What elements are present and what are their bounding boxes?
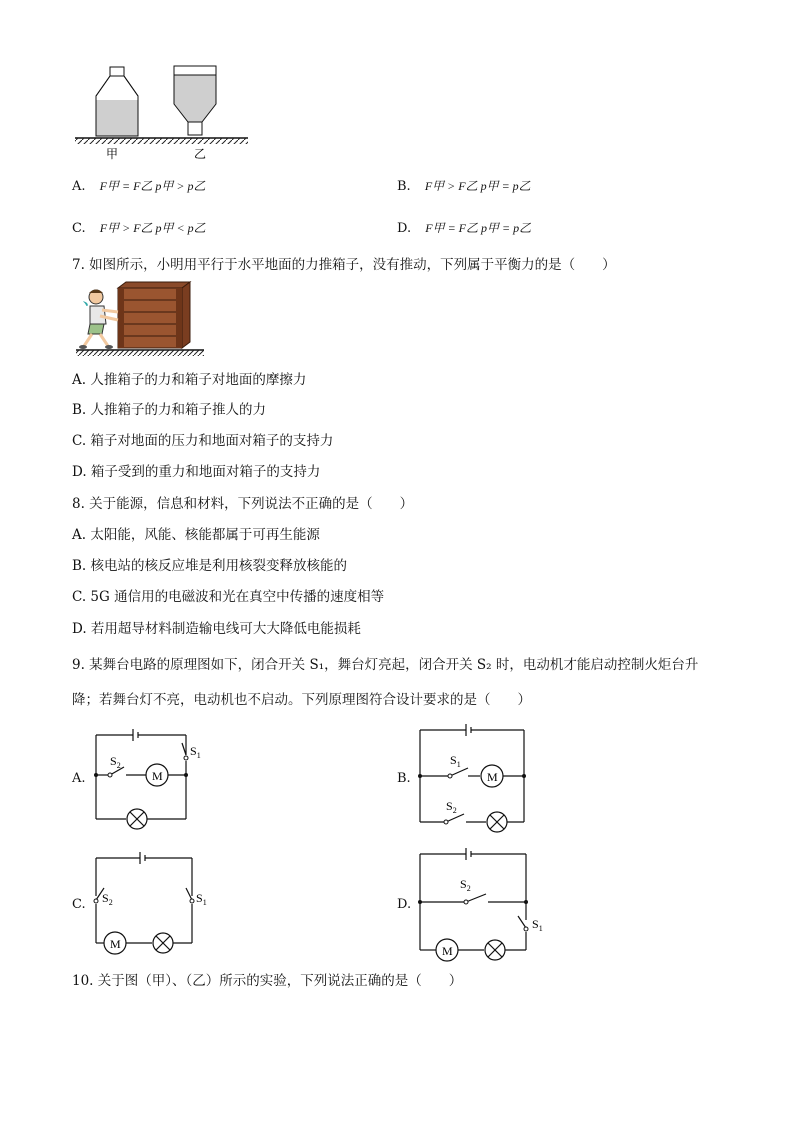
q7-stem: 7. 如图所示，小明用平行于水平地面的力推箱子，没有推动，下列属于平衡力的是（ ） bbox=[72, 257, 616, 273]
q7-option-b: B. 人推箱子的力和箱子推人的力 bbox=[72, 402, 267, 418]
fig6-label-b: 乙 bbox=[194, 147, 207, 161]
circuit-c bbox=[88, 848, 208, 958]
circuit-c-motor: M bbox=[110, 937, 121, 951]
circuit-d-s2: $S_2$ bbox=[460, 877, 471, 893]
svg-text:﹅: ﹅ bbox=[82, 300, 89, 308]
q8-option-d: D. 若用超导材料制造输电线可大大降低电能损耗 bbox=[72, 621, 361, 637]
q6-option-c-text: F甲 > F乙 p甲 < p乙 bbox=[99, 221, 206, 235]
q6-option-c: C. F甲 > F乙 p甲 < p乙 bbox=[72, 221, 206, 236]
q7-option-c: C. 箱子对地面的压力和地面对箱子的支持力 bbox=[72, 433, 334, 449]
q9-label-d: D. bbox=[397, 897, 412, 912]
circuit-a bbox=[88, 725, 201, 835]
circuit-d bbox=[414, 842, 544, 967]
q7-push-box-figure bbox=[74, 280, 206, 360]
circuit-b-s1: $S_1$ bbox=[450, 753, 461, 769]
q6-bottles-figure bbox=[70, 62, 260, 167]
circuit-a-motor: M bbox=[152, 769, 163, 783]
circuit-b-s2: $S_2$ bbox=[446, 799, 457, 815]
q8-option-a: A. 太阳能，风能、核能都属于可再生能源 bbox=[72, 527, 320, 543]
q6-option-d: D. F甲 = F乙 p甲 = p乙 bbox=[397, 221, 532, 236]
q9-stem-line2: 降；若舞台灯不亮，电动机也不启动。下列原理图符合设计要求的是（ ） bbox=[72, 692, 531, 708]
q6-option-b: B. F甲 > F乙 p甲 = p乙 bbox=[397, 179, 531, 194]
q6-option-b-text: F甲 > F乙 p甲 = p乙 bbox=[424, 179, 531, 193]
q7-option-d: D. 箱子受到的重力和地面对箱子的支持力 bbox=[72, 464, 321, 480]
q8-option-c: C. 5G 通信用的电磁波和光在真空中传播的速度相等 bbox=[72, 589, 385, 605]
circuit-b-motor: M bbox=[487, 770, 498, 784]
q7-option-a: A. 人推箱子的力和箱子对地面的摩擦力 bbox=[72, 372, 307, 388]
q8-option-b: B. 核电站的核反应堆是利用核裂变释放核能的 bbox=[72, 558, 348, 574]
q9-label-b: B. bbox=[397, 771, 411, 786]
circuit-b bbox=[414, 722, 534, 837]
fig6-label-a: 甲 bbox=[106, 147, 119, 161]
q6-option-a-text: F甲 = F乙 p甲 > p乙 bbox=[99, 179, 206, 193]
circuit-a-s2: $S_2$ bbox=[110, 754, 121, 770]
circuit-a-s1: $S_1$ bbox=[190, 744, 201, 760]
circuit-c-s2: $S_2$ bbox=[102, 891, 113, 907]
q6-option-d-text: F甲 = F乙 p甲 = p乙 bbox=[425, 221, 532, 235]
q8-stem: 8. 关于能源，信息和材料，下列说法不正确的是（ ） bbox=[72, 496, 414, 512]
q9-stem-line1: 9. 某舞台电路的原理图如下，闭合开关 S₁，舞台灯亮起，闭合开关 S₂ 时，电动机才能启动控制火炬台升 bbox=[72, 657, 699, 673]
q6-option-a: A. F甲 = F乙 p甲 > p乙 bbox=[72, 179, 206, 194]
q10-stem: 10. 关于图（甲）、（乙）所示的实验，下列说法正确的是（ ） bbox=[72, 973, 463, 989]
circuit-d-s1: $S_1$ bbox=[532, 917, 543, 933]
q9-label-c: C. bbox=[72, 897, 86, 912]
circuit-c-s1: $S_1$ bbox=[196, 891, 207, 907]
circuit-d-motor: M bbox=[442, 944, 453, 958]
q9-label-a: A. bbox=[72, 771, 86, 786]
